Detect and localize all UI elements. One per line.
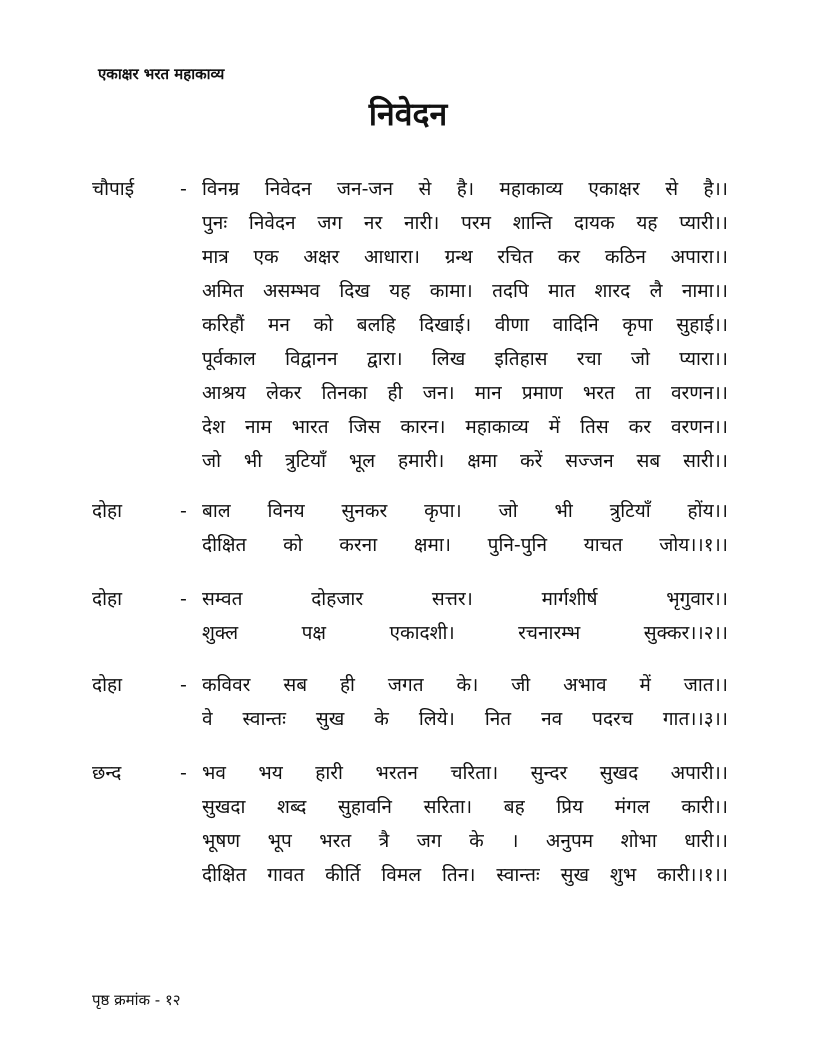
verse-line: विनम्र निवेदन जन-जन से है। महाकाव्य एकाक्षर से है।। [202, 178, 728, 200]
stanza-label: दोहा [92, 500, 123, 522]
verse-line: शुक्ल पक्ष एकादशी। रचनारम्भ सुक्कर।।२।। [202, 622, 728, 644]
verse-line: भव भय हारी भरतन चरिता। सुन्दर सुखद अपारी।। [202, 762, 728, 784]
verse-line: सम्वत दोहजार सत्तर। मार्गशीर्ष भृगुवार।। [202, 588, 728, 610]
verse-line: दीक्षित को करना क्षमा। पुनि-पुनि याचत जोय।।१।। [202, 534, 728, 556]
stanza-label: दोहा [92, 588, 123, 610]
page-number: पृष्ठ क्रमांक - १२ [92, 991, 181, 1009]
verse-line: करिहौं मन को बलहि दिखाई। वीणा वादिनि कृपा सुहाई।। [202, 314, 728, 336]
verse-lines [202, 172, 728, 478]
verse-line: भूषण भूप भरत त्रै जग के । अनुपम शोभा धारी।। [202, 830, 728, 852]
verse-line: मात्र एक अक्षर आधारा। ग्रन्थ रचित कर कठिन अपारा।। [202, 246, 728, 268]
verse-line: बाल विनय सुनकर कृपा। जो भी त्रुटियाँ होंय।। [202, 500, 728, 522]
stanza-dash: - [180, 762, 187, 784]
verse-line: जो भी त्रुटियाँ भूल हमारी। क्षमा करें सज्जन सब सारी।। [202, 450, 728, 472]
verse-line: अमित असम्भव दिख यह कामा। तदपि मात शारद लै नामा।। [202, 280, 728, 302]
verse-line: दीक्षित गावत कीर्ति विमल तिन। स्वान्तः सुख शुभ कारी।।१।। [202, 864, 728, 886]
verse-lines [202, 668, 728, 736]
stanza-dash: - [180, 588, 187, 610]
verse-line: देश नाम भारत जिस कारन। महाकाव्य में तिस कर वरणन।। [202, 416, 728, 438]
page-title: निवेदन [368, 95, 448, 133]
verse-line: सुखदा शब्द सुहावनि सरिता। बह प्रिय मंगल कारी।। [202, 796, 728, 818]
verse-lines [202, 494, 728, 562]
running-title: एकाक्षर भरत महाकाव्य [98, 65, 225, 83]
stanza-label: चौपाई [92, 178, 135, 200]
stanza-dash: - [180, 178, 187, 200]
stanza-label: छन्द [92, 762, 122, 784]
verse-lines [202, 582, 728, 650]
verse-line: पूर्वकाल विद्वानन द्वारा। लिख इतिहास रचा जो प्यारा।। [202, 348, 728, 370]
stanza-dash: - [180, 674, 187, 696]
stanza-dash: - [180, 500, 187, 522]
verse-line: कविवर सब ही जगत के। जी अभाव में जात।। [202, 674, 728, 696]
verse-line: आश्रय लेकर तिनका ही जन। मान प्रमाण भरत ता वरणन।। [202, 382, 728, 404]
verse-line: वे स्वान्तः सुख के लिये। नित नव पदरच गात।।३।। [202, 708, 728, 730]
stanza-label: दोहा [92, 674, 123, 696]
verse-line: पुनः निवेदन जग नर नारी। परम शान्ति दायक यह प्यारी।। [202, 212, 728, 234]
verse-lines [202, 756, 728, 892]
